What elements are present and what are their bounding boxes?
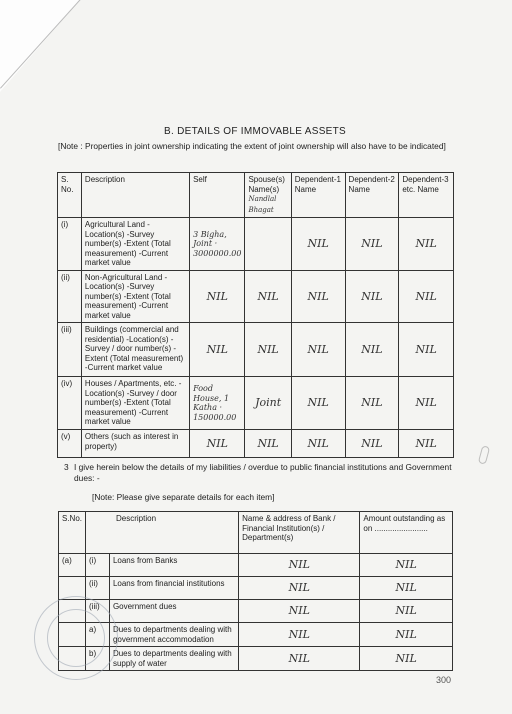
- row-description: Agricultural Land -Location(s) -Survey number(s) -Extent (Total measurement) -Current market value: [81, 218, 189, 271]
- row-sub: (i): [86, 554, 110, 577]
- row-dep1-value: NIL: [291, 377, 345, 430]
- table-header-row: [59, 512, 453, 554]
- row-dep3-value: NIL: [399, 218, 454, 271]
- col-header-dependent-1: Dependent-1 Name: [291, 173, 345, 218]
- row-self-value: NIL: [190, 270, 245, 323]
- row-sub: b): [86, 647, 110, 671]
- col-header-spouse: [245, 173, 291, 218]
- col-header-dependent-2: Dependent-2 Name: [345, 173, 399, 218]
- punch-hole-mark: [478, 445, 490, 464]
- row-sub: (ii): [86, 577, 110, 600]
- row-description: Buildings (commercial and residential) -Location(s) -Survey / door number(s) -Extent (Total measurement) -Current market value: [81, 323, 189, 377]
- section-heading: B. DETAILS OF IMMOVABLE ASSETS: [164, 126, 347, 137]
- row-dep1-value: NIL: [291, 430, 345, 458]
- col-header-bank: Name & address of Bank / Financial Institution(s) / Department(s): [239, 512, 360, 554]
- row-sno: (v): [58, 430, 82, 458]
- row-description: Loans from Banks: [109, 554, 238, 577]
- row-self-value: Food House, 1 Katha · 150000.00: [190, 377, 245, 430]
- row-dep1-value: NIL: [291, 270, 345, 323]
- row-sub: (iii): [86, 600, 110, 623]
- row-amount-value: NIL: [360, 623, 453, 647]
- row-self-value: NIL: [190, 430, 245, 458]
- table-row: [58, 270, 454, 323]
- spouse-name-handwritten: Nandlal Bhagat: [248, 195, 277, 214]
- row-sno: (iii): [58, 323, 82, 377]
- row-bank-value: NIL: [239, 647, 360, 671]
- row-bank-value: NIL: [239, 577, 360, 600]
- immovable-assets-table: [57, 172, 454, 458]
- liabilities-table: [58, 511, 453, 671]
- row-bank-value: NIL: [239, 600, 360, 623]
- page-number: 300: [436, 675, 452, 685]
- row-dep3-value: NIL: [399, 270, 454, 323]
- separate-details-note: [Note: Please give separate details for each item]: [92, 492, 275, 502]
- col-header-sno: S.No.: [59, 512, 86, 554]
- row-spouse-value: NIL: [245, 270, 291, 323]
- col-header-self: Self: [190, 173, 245, 218]
- table-row: [58, 323, 454, 377]
- table-row: [59, 600, 453, 623]
- row-self-value: NIL: [190, 323, 245, 377]
- row-spouse-value: NIL: [245, 430, 291, 458]
- row-amount-value: NIL: [360, 577, 453, 600]
- row-sno: (ii): [58, 270, 82, 323]
- row-dep2-value: NIL: [345, 218, 399, 271]
- ownership-note: [Note : Properties in joint ownership indicating the extent of joint ownership will also have to be indicated]: [58, 141, 446, 151]
- row-description: Non-Agricultural Land -Location(s) -Survey number(s) -Extent (Total measurement) -Current market value: [81, 270, 189, 323]
- row-sub: a): [86, 623, 110, 647]
- col-header-description: Description: [86, 512, 239, 554]
- row-dep2-value: NIL: [345, 377, 399, 430]
- row-dep1-value: NIL: [291, 218, 345, 271]
- paragraph-text: I give herein below the details of my liabilities / overdue to public financial institutions and Government dues: -: [74, 462, 452, 483]
- row-dep2-value: NIL: [345, 430, 399, 458]
- row-description: Houses / Apartments, etc. -Location(s) -Survey / door number(s) -Extent (Total measurement) -Current market value: [81, 377, 189, 430]
- official-stamp: [34, 596, 118, 680]
- table-row: [58, 430, 454, 458]
- row-self-value: 3 Bigha, Joint · 3000000.00: [190, 218, 245, 271]
- row-dep2-value: NIL: [345, 323, 399, 377]
- table-row: [58, 218, 454, 271]
- row-dep3-value: NIL: [399, 430, 454, 458]
- table-row: [59, 647, 453, 671]
- row-amount-value: NIL: [360, 554, 453, 577]
- row-description: Loans from financial institutions: [109, 577, 238, 600]
- row-description: Dues to departments dealing with government accommodation: [109, 623, 238, 647]
- row-sno: (i): [58, 218, 82, 271]
- row-sno: (a): [59, 554, 86, 577]
- col-header-dependent-3: Dependent-3 etc. Name: [399, 173, 454, 218]
- row-bank-value: NIL: [239, 554, 360, 577]
- row-dep1-value: NIL: [291, 323, 345, 377]
- row-bank-value: NIL: [239, 623, 360, 647]
- row-spouse-value: Joint: [245, 377, 291, 430]
- row-dep3-value: NIL: [399, 323, 454, 377]
- row-description: Others (such as interest in property): [81, 430, 189, 458]
- table-row: [59, 577, 453, 600]
- row-amount-value: NIL: [360, 600, 453, 623]
- row-spouse-value: NIL: [245, 323, 291, 377]
- row-amount-value: NIL: [360, 647, 453, 671]
- table-row: [59, 554, 453, 577]
- paragraph-number: 3: [64, 462, 69, 472]
- row-description: Dues to departments dealing with supply of water: [109, 647, 238, 671]
- row-spouse-value: [245, 218, 291, 271]
- table-header-row: [58, 173, 454, 218]
- spouse-header-label: Spouse(s) Name(s): [248, 175, 285, 194]
- col-header-sno: S. No.: [58, 173, 82, 218]
- col-header-amount: Amount outstanding as on ........................: [360, 512, 453, 554]
- row-description: Government dues: [109, 600, 238, 623]
- table-row: [58, 377, 454, 430]
- col-header-description: Description: [81, 173, 189, 218]
- row-dep3-value: NIL: [399, 377, 454, 430]
- row-sno: (iv): [58, 377, 82, 430]
- stamp-inner-ring: [47, 609, 105, 667]
- row-dep2-value: NIL: [345, 270, 399, 323]
